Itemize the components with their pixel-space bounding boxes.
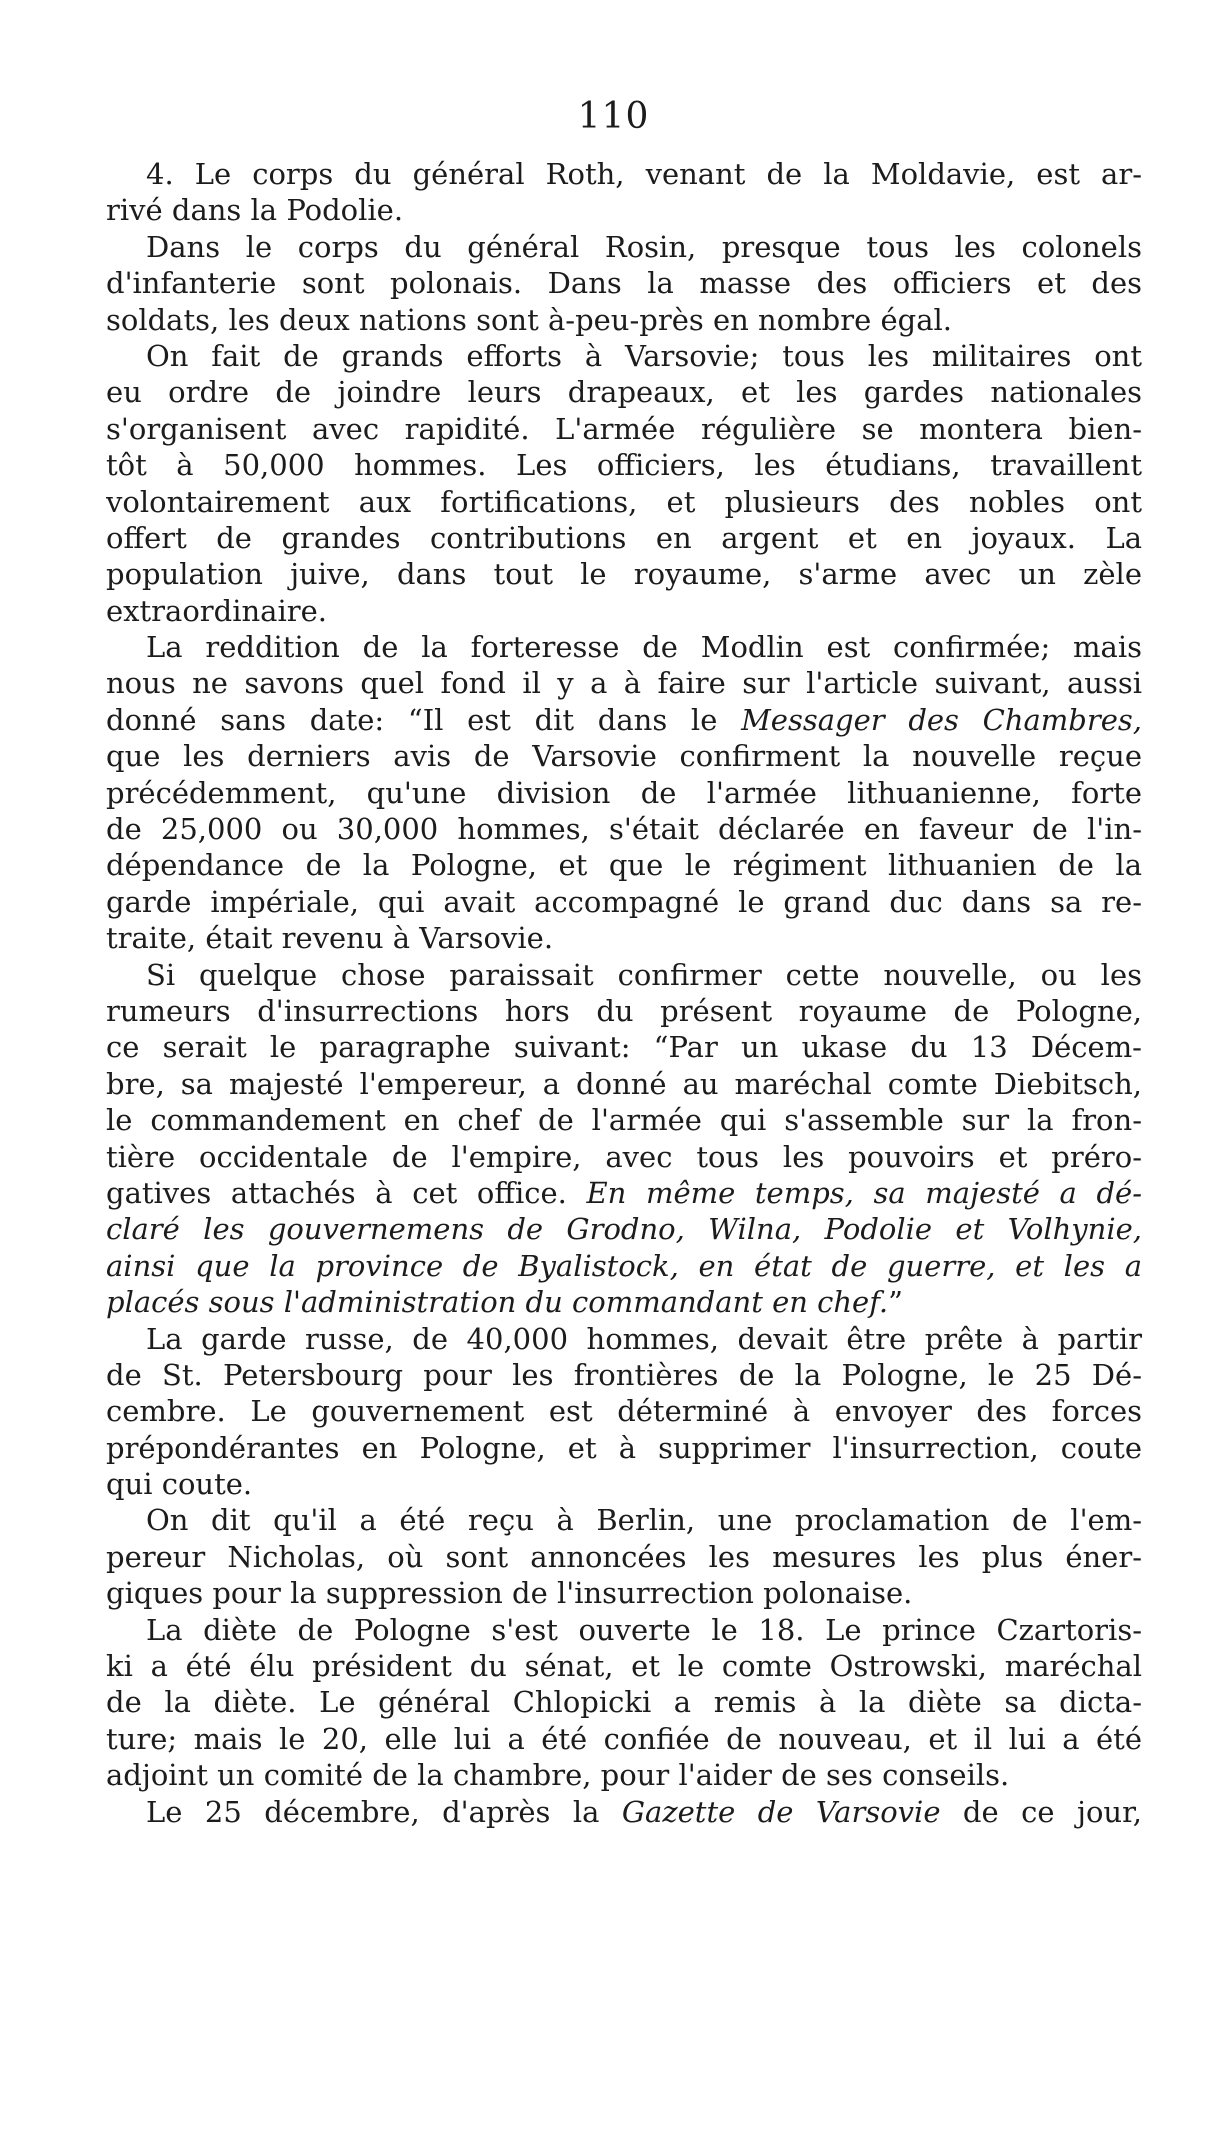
text-segment: soldats, les deux nations sont à-peu-près en nombre égal. (106, 302, 952, 337)
italic-text-segment: claré les gouvernemens de Grodno, Wilna, Podolie et Volhynie, (106, 1212, 1142, 1247)
text-segment: traite, était revenu à Varsovie. (106, 921, 554, 956)
text-line (106, 775, 1142, 811)
text-line (106, 847, 1142, 883)
text-line (106, 1139, 1142, 1175)
text-segment: ki a été élu président du sénat, et le comte Ostrowski, maréchal (106, 1649, 1142, 1684)
text-line (106, 1175, 1142, 1211)
text-line (106, 338, 1142, 374)
text-segment: que les derniers avis de Varsovie confirment la nouvelle reçue (106, 739, 1142, 774)
text-line (106, 374, 1142, 410)
text-line (106, 738, 1142, 774)
text-segment: Si quelque chose paraissait confirmer cette nouvelle, ou les (146, 957, 1142, 992)
text-segment: offert de grandes contributions en argent et en joyaux. La (106, 520, 1142, 555)
text-segment: s'organisent avec rapidité. L'armée régulière se montera bien- (106, 411, 1142, 446)
text-line (106, 1502, 1142, 1538)
text-segment: La reddition de la forteresse de Modlin est confirmée; mais (146, 630, 1142, 665)
text-line (106, 1321, 1142, 1357)
text-segment: donné sans date: “Il est dit dans le (106, 702, 742, 737)
text-line (106, 1029, 1142, 1065)
text-line (106, 1357, 1142, 1393)
text-segment: le commandement en chef de l'armée qui s'assemble sur la fron- (106, 1103, 1142, 1138)
italic-text-segment: ainsi que la province de Byalistock, en état de guerre, et les a (106, 1248, 1142, 1283)
text-segment: rumeurs d'insurrections hors du présent royaume de Pologne, (106, 993, 1142, 1028)
text-segment: bre, sa majesté l'empereur, a donné au maréchal comte Diebitsch, (106, 1066, 1142, 1101)
text-line (106, 1648, 1142, 1684)
text-line (106, 957, 1142, 993)
text-line (106, 629, 1142, 665)
text-line (106, 1248, 1142, 1284)
text-segment: giques pour la suppression de l'insurrection polonaise. (106, 1576, 913, 1611)
page-number: 110 (577, 96, 650, 137)
text-segment: de St. Petersbourg pour les frontières de la Pologne, le 25 Dé- (106, 1357, 1142, 1392)
text-segment: population juive, dans tout le royaume, s'arme avec un zèle (106, 557, 1142, 592)
text-line (106, 265, 1142, 301)
italic-text-segment: Messager des Chambres, (741, 702, 1142, 737)
italic-text-segment: En même temps, sa majesté a dé- (586, 1175, 1142, 1210)
text-segment: La diète de Pologne s'est ouverte le 18. Le prince Czartoris- (146, 1612, 1142, 1647)
text-segment: eu ordre de joindre leurs drapeaux, et les gardes nationales (106, 375, 1142, 410)
text-line (106, 1430, 1142, 1466)
text-line (106, 411, 1142, 447)
text-line (106, 447, 1142, 483)
text-line (106, 702, 1142, 738)
text-segment: Dans le corps du général Rosin, presque tous les colonels (146, 229, 1142, 264)
text-line (106, 884, 1142, 920)
text-line (106, 229, 1142, 265)
text-segment: On dit qu'il a été reçu à Berlin, une proclamation de l'em- (146, 1503, 1142, 1538)
text-segment: 4. Le corps du général Roth, venant de la Moldavie, est ar- (146, 157, 1142, 191)
text-segment: qui coute. (106, 1467, 253, 1502)
text-line (106, 1102, 1142, 1138)
italic-text-segment: Gazette de Varsovie (621, 1794, 941, 1829)
text-line (106, 1539, 1142, 1575)
text-line (106, 593, 1142, 629)
text-line (106, 1721, 1142, 1757)
text-segment: Le 25 décembre, d'après la (146, 1794, 622, 1829)
text-segment: gatives attachés à cet office. (106, 1175, 587, 1210)
text-line (106, 1612, 1142, 1648)
italic-text-segment: placés sous l'administration du commandant en chef. (106, 1285, 889, 1320)
text-line (106, 1211, 1142, 1247)
text-segment: La garde russe, de 40,000 hommes, devait être prête à partir (146, 1321, 1142, 1356)
text-segment: dépendance de la Pologne, et que le régiment lithuanien de la (106, 848, 1142, 883)
text-line (106, 556, 1142, 592)
text-segment: volontairement aux fortifications, et plusieurs des nobles ont (106, 484, 1142, 519)
text-line (106, 302, 1142, 338)
text-line (106, 192, 1142, 228)
text-line (106, 1393, 1142, 1429)
text-segment: d'infanterie sont polonais. Dans la masse des officiers et des (106, 266, 1142, 301)
text-segment: précédemment, qu'une division de l'armée lithuanienne, forte (106, 775, 1142, 810)
text-segment: tôt à 50,000 hommes. Les officiers, les étudians, travaillent (106, 448, 1142, 483)
text-line (106, 1066, 1142, 1102)
text-segment: de la diète. Le général Chlopicki a remis à la diète sa dicta- (106, 1685, 1142, 1720)
text-segment: rivé dans la Podolie. (106, 193, 404, 228)
text-segment: ce serait le paragraphe suivant: “Par un ukase du 13 Décem- (106, 1030, 1142, 1065)
text-line (106, 665, 1142, 701)
text-line (106, 811, 1142, 847)
body-text (106, 156, 1142, 1830)
text-line (106, 156, 1142, 192)
text-segment: de ce jour, (940, 1794, 1142, 1829)
text-line (106, 920, 1142, 956)
text-line (106, 520, 1142, 556)
text-segment: prépondérantes en Pologne, et à supprimer l'insurrection, coute (106, 1430, 1142, 1465)
text-line (106, 484, 1142, 520)
text-segment: On fait de grands efforts à Varsovie; tous les militaires ont (146, 338, 1142, 373)
text-line (106, 1575, 1142, 1611)
text-line (106, 1466, 1142, 1502)
text-segment: pereur Nicholas, où sont annoncées les mesures les plus éner- (106, 1539, 1142, 1574)
text-segment: garde impériale, qui avait accompagné le grand duc dans sa re- (106, 884, 1142, 919)
text-segment: tière occidentale de l'empire, avec tous les pouvoirs et préro- (106, 1139, 1142, 1174)
text-segment: ture; mais le 20, elle lui a été confiée de nouveau, et il lui a été (106, 1721, 1142, 1756)
text-segment: adjoint un comité de la chambre, pour l'aider de ses conseils. (106, 1758, 1010, 1793)
text-line (106, 1284, 1142, 1320)
text-segment: de 25,000 ou 30,000 hommes, s'était déclarée en faveur de l'in- (106, 812, 1142, 847)
text-segment: cembre. Le gouvernement est déterminé à envoyer des forces (106, 1394, 1142, 1429)
text-line (106, 1757, 1142, 1793)
text-line (106, 993, 1142, 1029)
text-segment: extraordinaire. (106, 593, 327, 628)
text-line (106, 1684, 1142, 1720)
text-segment: ” (888, 1285, 903, 1320)
text-line (106, 1794, 1142, 1830)
text-segment: nous ne savons quel fond il y a à faire sur l'article suivant, aussi (106, 666, 1142, 701)
